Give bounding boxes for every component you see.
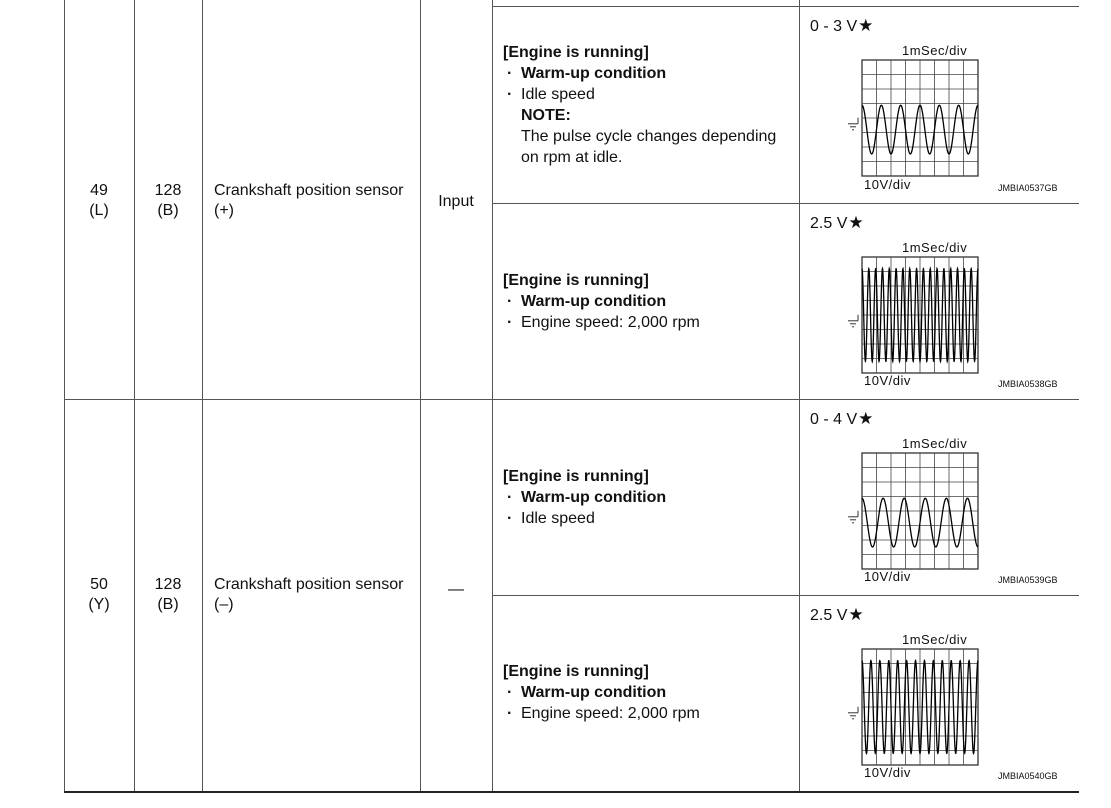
column-divider [420, 0, 421, 792]
signal-name: Crankshaft position sensor [214, 576, 404, 593]
description-cell [214, 575, 418, 615]
figure-code: JMBIA0540GB [998, 771, 1058, 781]
condition-header: [Engine is running] [503, 44, 649, 61]
signal-type: — [448, 581, 464, 598]
signal-type: Input [438, 193, 474, 210]
table-bottom-border [64, 791, 1079, 793]
condition-bullet: · Engine speed: 2,000 rpm [503, 312, 793, 333]
signal-polarity: (–) [214, 596, 234, 613]
row-divider [64, 399, 1079, 400]
column-divider [799, 0, 800, 792]
note-label: NOTE: [521, 107, 571, 124]
time-division-label: 1mSec/div [902, 43, 968, 58]
time-division-label: 1mSec/div [902, 436, 968, 451]
voltage-value [810, 16, 873, 36]
star-icon: ★ [858, 16, 874, 35]
condition-header: [Engine is running] [503, 663, 649, 680]
row-divider [492, 203, 1079, 204]
condition-text [503, 661, 793, 724]
column-divider [64, 0, 65, 792]
condition-bullet: · Idle speed [503, 84, 793, 105]
voltage-text: 0 - 4 V [810, 411, 858, 428]
figure-code: JMBIA0537GB [998, 183, 1058, 193]
voltage-text: 0 - 3 V [810, 18, 858, 35]
condition-bullet: · Warm-up condition [503, 63, 793, 84]
condition-bullet: · Warm-up condition [503, 682, 793, 703]
condition-note [503, 105, 793, 168]
condition-bullet: · Engine speed: 2,000 rpm [503, 703, 793, 724]
description-cell [214, 181, 418, 221]
column-divider [134, 0, 135, 792]
terminal-cell [64, 575, 134, 615]
signal-polarity: (+) [214, 202, 234, 219]
ground-number: 128 [154, 576, 182, 593]
condition-header: [Engine is running] [503, 272, 649, 289]
voltage-value [810, 409, 873, 429]
voltage-division-label: 10V/div [864, 177, 911, 192]
star-icon: ★ [848, 213, 864, 232]
terminal-cell [64, 181, 134, 221]
ground-wire-color: (B) [157, 596, 179, 613]
voltage-division-label: 10V/div [864, 373, 911, 388]
voltage-division-label: 10V/div [864, 765, 911, 780]
condition-bullet: · Warm-up condition [503, 291, 793, 312]
terminal-wire-color: (Y) [88, 596, 110, 613]
terminal-number: 49 [90, 182, 108, 199]
row-divider [492, 595, 1079, 596]
ground-cell [134, 181, 202, 221]
star-icon: ★ [858, 409, 874, 428]
oscilloscope-waveform [844, 58, 984, 180]
voltage-division-label: 10V/div [864, 569, 911, 584]
ground-wire-color: (B) [157, 202, 179, 219]
voltage-text: 2.5 V [810, 607, 848, 624]
row-divider [492, 6, 1079, 7]
time-division-label: 1mSec/div [902, 632, 968, 647]
ground-number: 128 [154, 182, 182, 199]
column-divider [202, 0, 203, 792]
oscilloscope-waveform [844, 647, 984, 769]
signal-name: Crankshaft position sensor [214, 182, 404, 199]
column-divider [492, 0, 493, 792]
condition-bullet: · Idle speed [503, 508, 793, 529]
voltage-value [810, 213, 864, 233]
terminal-wire-color: (L) [89, 202, 109, 219]
voltage-value [810, 605, 864, 625]
figure-code: JMBIA0539GB [998, 575, 1058, 585]
note-text: on rpm at idle. [521, 149, 623, 166]
condition-text [503, 270, 793, 333]
note-text: The pulse cycle changes depending [521, 128, 777, 145]
condition-text [503, 42, 793, 168]
oscilloscope-waveform [844, 451, 984, 573]
figure-code: JMBIA0538GB [998, 379, 1058, 389]
condition-header: [Engine is running] [503, 468, 649, 485]
voltage-text: 2.5 V [810, 215, 848, 232]
condition-text [503, 466, 793, 529]
oscilloscope-waveform [844, 255, 984, 377]
condition-bullet: · Warm-up condition [503, 487, 793, 508]
star-icon: ★ [848, 605, 864, 624]
time-division-label: 1mSec/div [902, 240, 968, 255]
terminal-number: 50 [90, 576, 108, 593]
ground-cell [134, 575, 202, 615]
